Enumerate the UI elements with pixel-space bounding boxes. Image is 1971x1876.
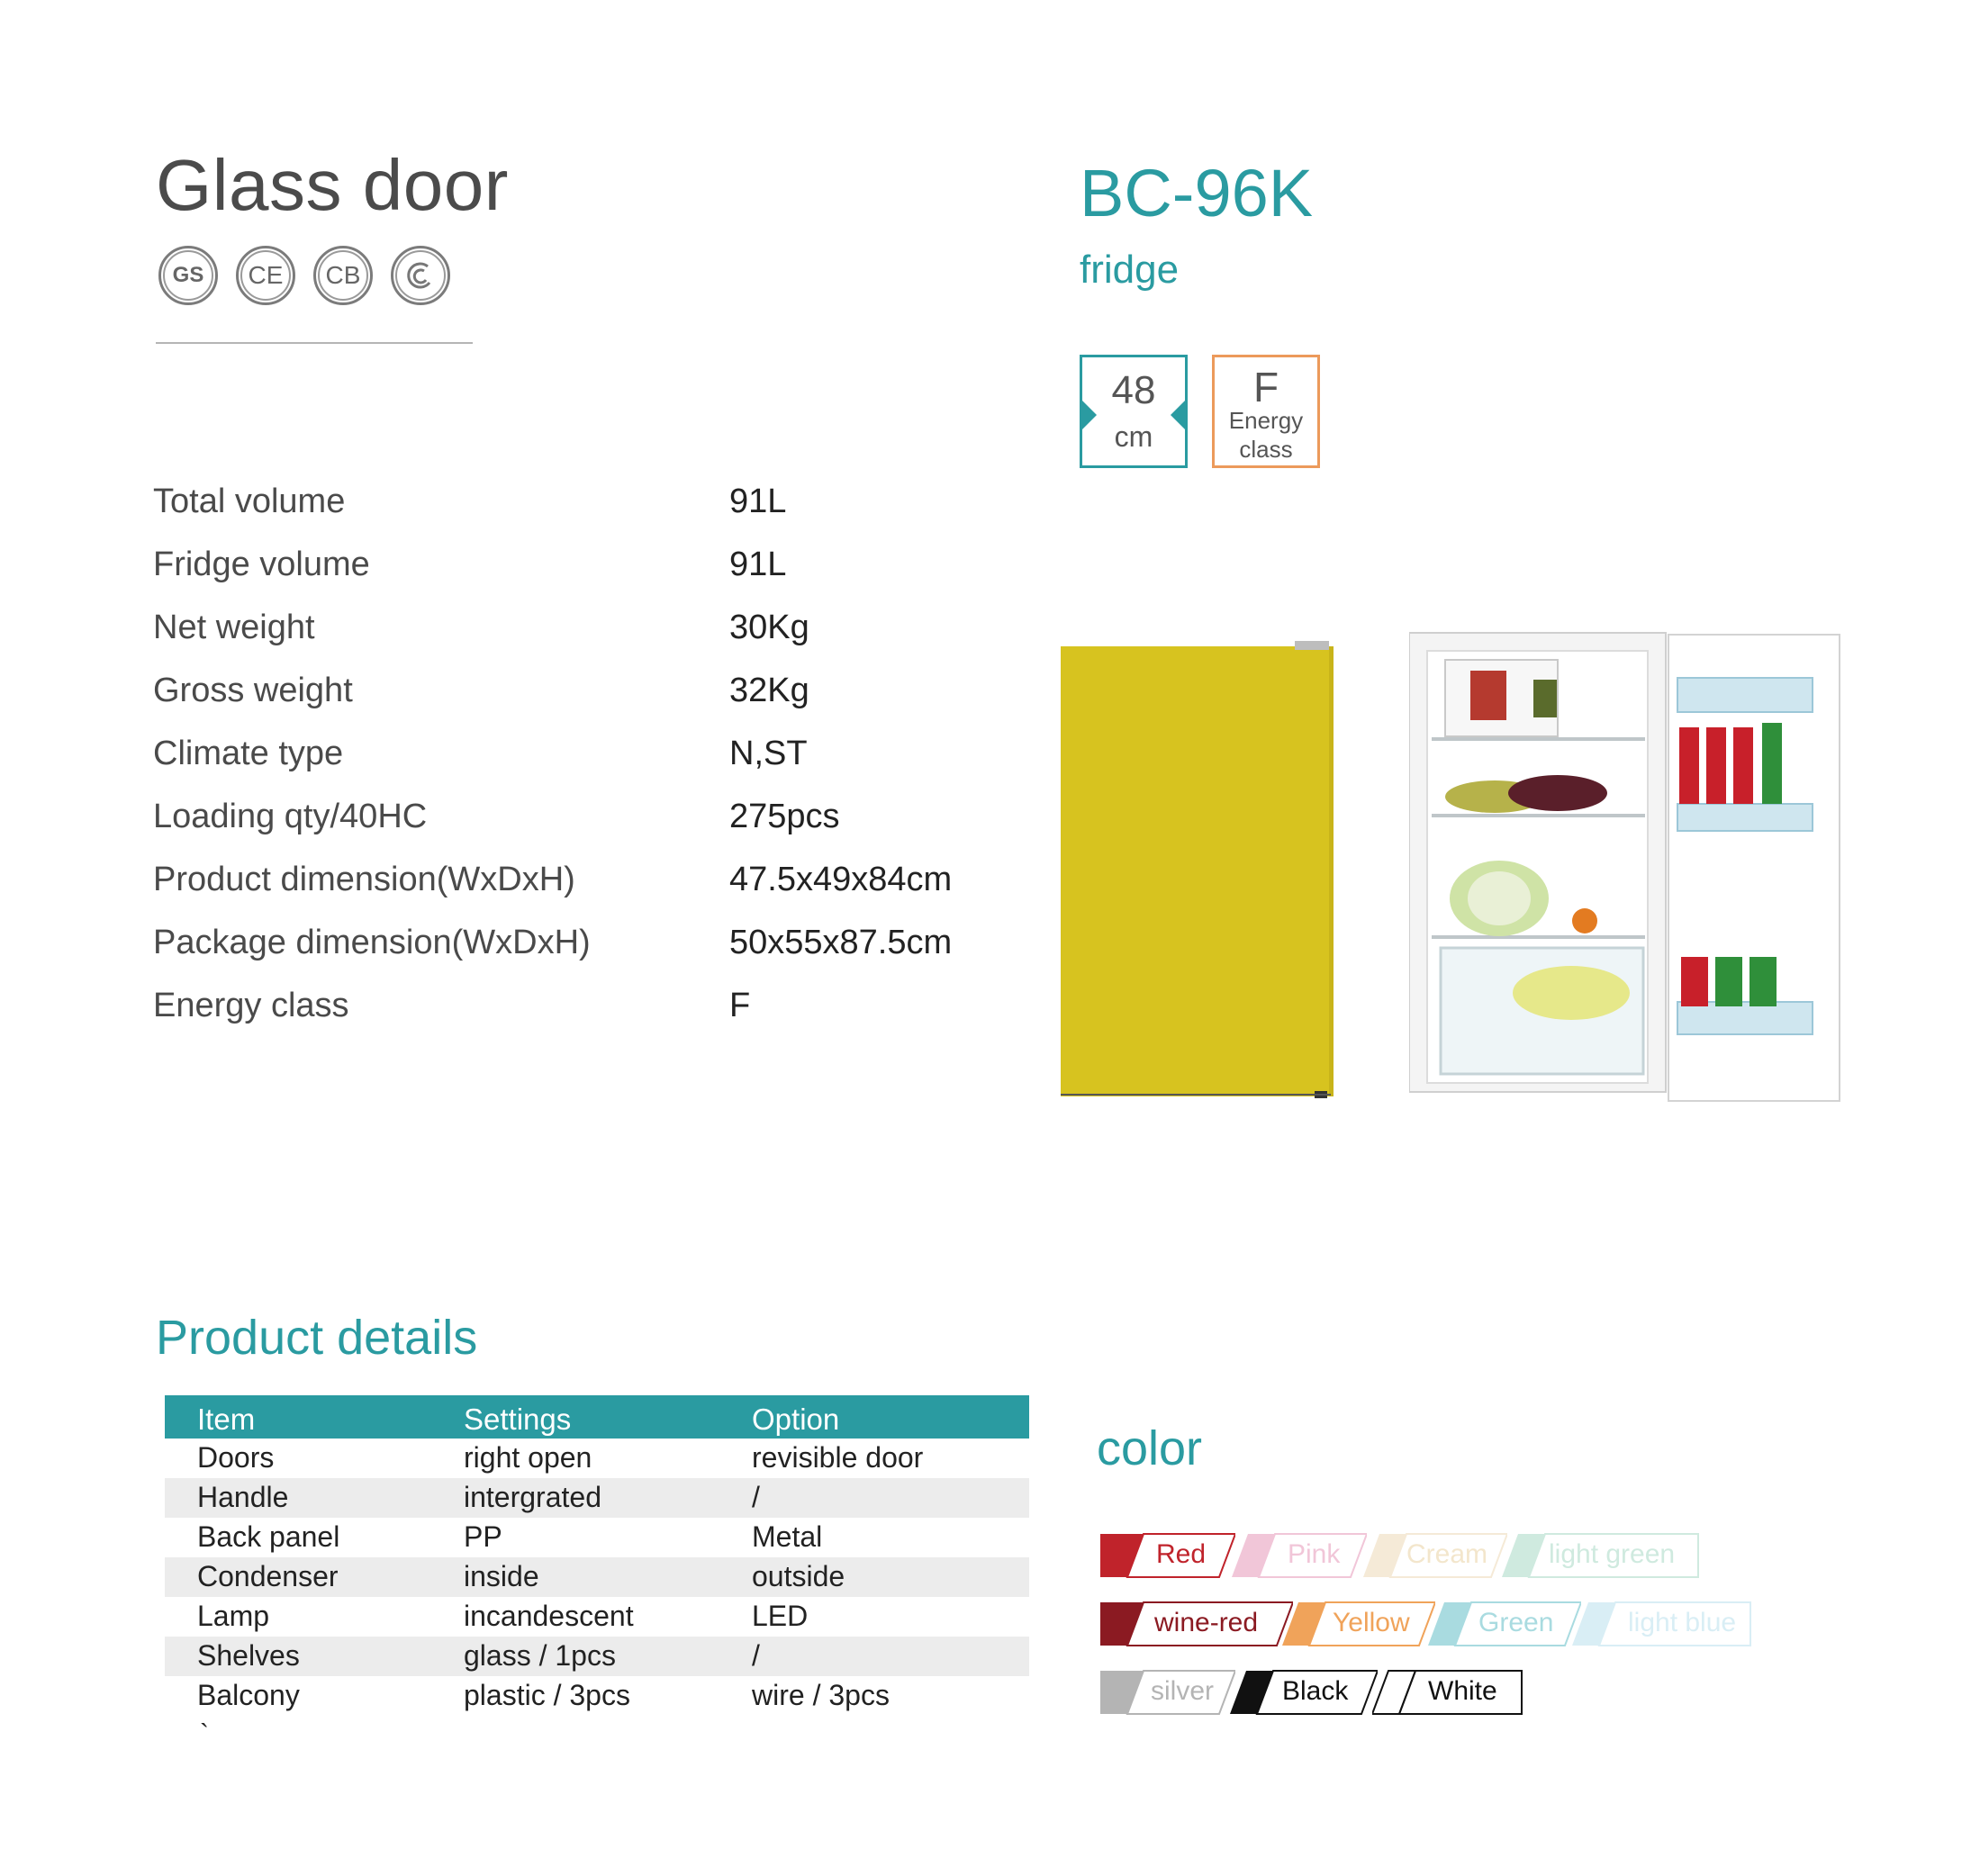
swatch-label: Black	[1282, 1676, 1349, 1706]
swatch-label: Cream	[1406, 1539, 1488, 1569]
color-swatch-green[interactable]	[1428, 1601, 1581, 1647]
table-cell: glass / 1pcs	[464, 1639, 616, 1672]
column-header: Item	[197, 1402, 256, 1436]
spec-label: Package dimension(WxDxH)	[153, 924, 591, 961]
table-cell: Condenser	[197, 1560, 339, 1592]
cb-cert-icon	[313, 246, 373, 305]
table-row	[165, 1439, 1029, 1478]
swatch-label: silver	[1151, 1676, 1215, 1706]
spec-label: Product dimension(WxDxH)	[153, 861, 575, 898]
spec-label: Loading qty/40HC	[153, 798, 428, 835]
spec-label: Fridge volume	[153, 546, 370, 583]
color-swatch-red[interactable]	[1100, 1532, 1235, 1579]
energy-label-line2: class	[1239, 436, 1293, 463]
energy-letter: F	[1252, 364, 1279, 410]
spec-value: 91L	[729, 546, 787, 583]
table-cell: plastic / 3pcs	[464, 1679, 630, 1711]
table-row	[165, 1518, 1029, 1557]
color-swatch-pink[interactable]	[1232, 1532, 1367, 1579]
page-title: Glass door	[156, 145, 509, 225]
gs-cert-icon	[158, 246, 218, 305]
details-heading: Product details	[156, 1311, 478, 1365]
spec-value: 30Kg	[729, 609, 809, 646]
gs-cert-label: GS	[172, 263, 204, 287]
table-cell: right open	[464, 1441, 592, 1474]
trailing-mark: `	[200, 1719, 209, 1749]
width-value: 48	[1111, 368, 1156, 412]
table-cell: LED	[752, 1600, 809, 1632]
details-table	[165, 1395, 1029, 1716]
table-cell: /	[752, 1639, 760, 1672]
table-row	[165, 1597, 1029, 1637]
spec-label: Net weight	[153, 609, 315, 646]
table-cell: Lamp	[197, 1600, 270, 1632]
table-cell: Metal	[752, 1520, 823, 1553]
spec-value: F	[729, 987, 751, 1024]
ce-cert-icon	[236, 246, 295, 305]
color-swatch-wine-red[interactable]	[1100, 1601, 1293, 1647]
swatch-label: light blue	[1628, 1608, 1737, 1637]
cb-cert-label: CB	[325, 261, 361, 289]
swatch-label: Pink	[1288, 1539, 1341, 1569]
table-cell: Shelves	[197, 1639, 300, 1672]
swatch-label: Yellow	[1333, 1608, 1410, 1637]
table-cell: PP	[464, 1520, 502, 1553]
header-divider	[156, 342, 473, 344]
model-number: BC-96K	[1080, 156, 1314, 230]
column-header: Settings	[464, 1402, 572, 1436]
fridge-closed-image	[1061, 641, 1334, 1098]
swatch-label: White	[1428, 1676, 1497, 1706]
table-row	[165, 1676, 1029, 1716]
table-header	[165, 1395, 1029, 1439]
table-cell: outside	[752, 1560, 845, 1592]
color-swatch-cream[interactable]	[1363, 1532, 1507, 1579]
spec-value: 32Kg	[729, 672, 809, 709]
table-row	[165, 1557, 1029, 1597]
table-cell: inside	[464, 1560, 539, 1592]
table-cell: Doors	[197, 1441, 275, 1474]
swatch-label: Red	[1156, 1539, 1207, 1569]
product-type: fridge	[1080, 248, 1180, 292]
fridge-open-image	[1409, 624, 1841, 1110]
table-cell: wire / 3pcs	[752, 1679, 890, 1711]
color-swatch-white[interactable]	[1372, 1669, 1523, 1716]
swatch-label: wine-red	[1154, 1608, 1259, 1637]
spec-value: N,ST	[729, 735, 808, 772]
c-mark-cert-icon	[391, 246, 450, 305]
table-cell: Handle	[197, 1481, 289, 1513]
energy-badge	[1212, 355, 1320, 468]
swatch-label: Green	[1478, 1608, 1554, 1637]
color-swatch-silver[interactable]	[1100, 1669, 1235, 1716]
width-badge	[1080, 355, 1188, 468]
table-cell: revisible door	[752, 1441, 924, 1474]
color-swatch-light-green[interactable]	[1502, 1532, 1700, 1579]
color-swatch-light-blue[interactable]	[1572, 1601, 1752, 1647]
spec-label: Climate type	[153, 735, 344, 772]
color-heading: color	[1097, 1421, 1203, 1475]
color-swatch-black[interactable]	[1230, 1669, 1378, 1716]
column-header: Option	[752, 1402, 840, 1436]
energy-label	[1215, 406, 1317, 464]
spec-label: Energy class	[153, 987, 349, 1024]
energy-label-line1: Energy	[1228, 407, 1304, 434]
spec-value: 91L	[729, 483, 787, 520]
table-cell: incandescent	[464, 1600, 634, 1632]
table-cell: intergrated	[464, 1481, 601, 1513]
table-cell: /	[752, 1481, 760, 1513]
swatch-label: light green	[1549, 1539, 1676, 1569]
color-swatch-yellow[interactable]	[1282, 1601, 1435, 1647]
spec-label: Total volume	[153, 483, 346, 520]
table-row	[165, 1637, 1029, 1676]
table-cell: Balcony	[197, 1679, 300, 1711]
ce-cert-label: CE	[248, 261, 284, 289]
table-row	[165, 1478, 1029, 1518]
width-unit: cm	[1114, 420, 1153, 453]
spec-label: Gross weight	[153, 672, 353, 709]
c-mark-symbol-icon	[402, 257, 439, 293]
spec-value: 47.5x49x84cm	[729, 861, 953, 898]
table-cell: Back panel	[197, 1520, 340, 1553]
spec-value: 275pcs	[729, 798, 840, 835]
spec-value: 50x55x87.5cm	[729, 924, 953, 961]
